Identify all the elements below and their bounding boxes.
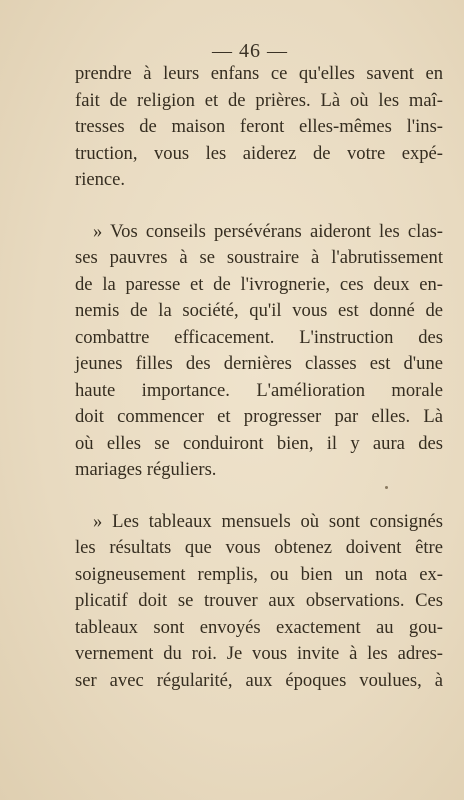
text-line: de la paresse et de l'ivrognerie, ces deux en- (75, 273, 443, 295)
text-line: rience. (75, 169, 126, 190)
text-line: soigneusement remplis, ou bien un nota ex- (75, 563, 443, 585)
paragraph-gap (75, 194, 443, 219)
page-body (75, 61, 443, 694)
text-line: jeunes filles des dernières classes est d'une (75, 353, 443, 374)
text-line: haute importance. L'amélioration morale (75, 379, 443, 401)
paragraph (75, 61, 443, 194)
text-line: vernement du roi. Je vous invite à les adres- (75, 643, 443, 664)
text-line: les résultats que vous obtenez doivent être (75, 537, 443, 558)
text-line: combattre efficacement. L'instruction des (75, 326, 443, 348)
text-line: plicatif doit se trouver aux observations. Ces (75, 590, 443, 611)
text-line: fait de religion et de prières. Là où les maî- (75, 89, 443, 111)
text-line: ser avec régularité, aux époques voulues, à (75, 669, 443, 691)
text-line: » Vos conseils persévérans aideront les clas- (93, 220, 443, 242)
page-number: — 46 — (212, 40, 288, 62)
text-line: tresses de maison feront elles-mêmes l'ins- (75, 116, 443, 137)
text-line: doit commencer et progresser par elles. Là (75, 406, 443, 427)
text-line: truction, vous les aiderez de votre expé- (75, 142, 443, 164)
text-line: mariages réguliers. (75, 459, 217, 480)
paragraph (75, 219, 443, 484)
text-line: ses pauvres à se soustraire à l'abrutissement (75, 247, 443, 268)
paragraph (75, 509, 443, 695)
text-line: nemis de la société, qu'il vous est donné de (75, 300, 443, 321)
ink-speck (385, 486, 388, 489)
text-line: prendre à leurs enfans ce qu'elles savent en (75, 63, 443, 84)
text-line: tableaux sont envoyés exactement au gou- (75, 616, 443, 638)
text-line: » Les tableaux mensuels où sont consignés (93, 510, 443, 532)
text-line: où elles se conduiront bien, il y aura des (75, 432, 443, 454)
